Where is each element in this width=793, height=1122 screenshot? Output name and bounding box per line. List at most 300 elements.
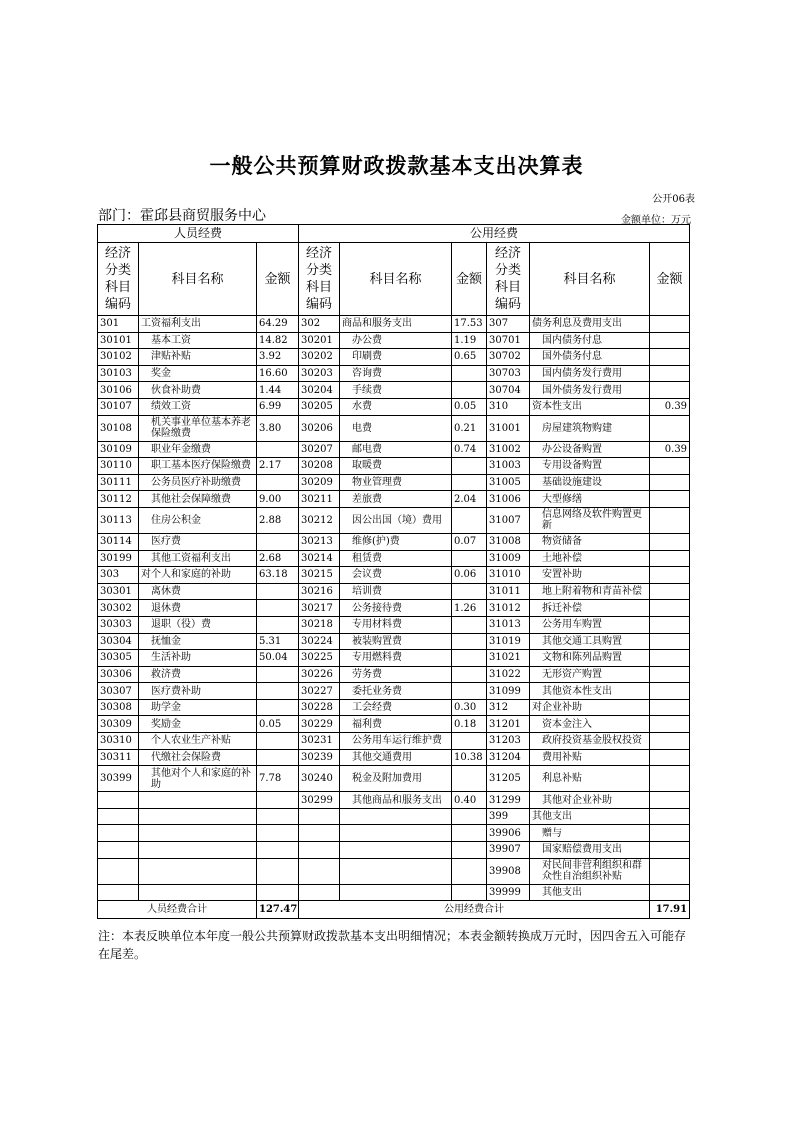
public-total-label: 公用经费合计 <box>299 901 650 919</box>
col-header-code: 经济分类科目编码 <box>487 243 530 316</box>
name-cell: 维修(护)费 <box>340 533 452 550</box>
amount-cell <box>452 382 487 399</box>
amount-cell <box>452 550 487 567</box>
name-cell: 文物和陈列品购置 <box>530 650 650 667</box>
code-cell: 30206 <box>299 415 340 441</box>
amount-cell <box>650 458 690 475</box>
amount-cell: 0.05 <box>452 398 487 415</box>
amount-cell <box>650 683 690 700</box>
name-cell: 工会经费 <box>340 699 452 716</box>
amount-cell: 9.00 <box>257 491 299 508</box>
code-cell: 30302 <box>98 600 139 617</box>
name-cell: 办公费 <box>340 332 452 349</box>
table-row <box>98 749 690 766</box>
code-cell: 31009 <box>487 550 530 567</box>
name-cell: 印刷费 <box>340 349 452 366</box>
amount-cell <box>650 766 690 792</box>
name-cell <box>340 842 452 859</box>
amount-cell <box>452 666 487 683</box>
name-cell <box>340 808 452 825</box>
code-cell: 30205 <box>299 398 340 415</box>
name-cell: 住房公积金 <box>139 507 257 533</box>
table-row <box>98 533 690 550</box>
table-row <box>98 683 690 700</box>
name-cell: 公务用车运行维护费 <box>340 733 452 750</box>
amount-cell <box>257 749 299 766</box>
code-cell: 31201 <box>487 716 530 733</box>
name-cell <box>139 825 257 842</box>
code-cell: 31011 <box>487 583 530 600</box>
code-cell: 30103 <box>98 365 139 382</box>
name-cell: 邮电费 <box>340 441 452 458</box>
code-cell: 30107 <box>98 398 139 415</box>
amount-cell <box>257 825 299 842</box>
amount-cell <box>650 808 690 825</box>
amount-cell <box>650 550 690 567</box>
code-cell: 30306 <box>98 666 139 683</box>
table-row <box>98 716 690 733</box>
code-cell: 307 <box>487 316 530 333</box>
table-row <box>98 600 690 617</box>
amount-cell: 64.29 <box>257 316 299 333</box>
amount-cell <box>257 792 299 809</box>
name-cell <box>139 842 257 859</box>
code-cell: 31007 <box>487 507 530 533</box>
name-cell: 咨询费 <box>340 365 452 382</box>
table-row <box>98 567 690 584</box>
amount-cell <box>452 507 487 533</box>
name-cell: 政府投资基金股权投资 <box>530 733 650 750</box>
amount-cell: 10.38 <box>452 749 487 766</box>
name-cell: 专用设备购置 <box>530 458 650 475</box>
code-cell: 30106 <box>98 382 139 399</box>
name-cell: 国外债务发行费用 <box>530 382 650 399</box>
amount-cell <box>650 825 690 842</box>
name-cell: 绩效工资 <box>139 398 257 415</box>
name-cell: 奖金 <box>139 365 257 382</box>
code-cell: 30299 <box>299 792 340 809</box>
name-cell: 商品和服务支出 <box>340 316 452 333</box>
code-cell: 31299 <box>487 792 530 809</box>
amount-cell <box>650 332 690 349</box>
table-row <box>98 349 690 366</box>
code-cell: 30240 <box>299 766 340 792</box>
code-cell: 30231 <box>299 733 340 750</box>
name-cell: 抚恤金 <box>139 633 257 650</box>
name-cell: 退职（役）费 <box>139 616 257 633</box>
code-cell: 30101 <box>98 332 139 349</box>
code-cell: 31010 <box>487 567 530 584</box>
name-cell: 被装购置费 <box>340 633 452 650</box>
amount-cell <box>650 415 690 441</box>
code-cell: 30211 <box>299 491 340 508</box>
name-cell: 公务用车购置 <box>530 616 650 633</box>
code-cell: 30114 <box>98 533 139 550</box>
table-row <box>98 616 690 633</box>
amount-cell <box>650 316 690 333</box>
code-cell: 30305 <box>98 650 139 667</box>
name-cell: 生活补助 <box>139 650 257 667</box>
form-number: 公开06表 <box>652 194 695 205</box>
name-cell: 国内债务付息 <box>530 332 650 349</box>
name-cell: 物业管理费 <box>340 474 452 491</box>
amount-cell <box>650 583 690 600</box>
table-row <box>98 583 690 600</box>
name-cell: 个人农业生产补贴 <box>139 733 257 750</box>
table-row <box>98 458 690 475</box>
amount-cell: 1.26 <box>452 600 487 617</box>
name-cell: 土地补偿 <box>530 550 650 567</box>
name-cell: 培训费 <box>340 583 452 600</box>
table-row <box>98 733 690 750</box>
col-header-amount: 金额 <box>650 243 690 316</box>
amount-cell <box>650 567 690 584</box>
col-header-code: 经济分类科目编码 <box>98 243 139 316</box>
name-cell: 工资福利支出 <box>139 316 257 333</box>
amount-cell <box>650 884 690 901</box>
code-cell: 30704 <box>487 382 530 399</box>
code-cell: 30109 <box>98 441 139 458</box>
code-cell: 31013 <box>487 616 530 633</box>
expenditure-table <box>97 224 690 919</box>
code-cell: 30199 <box>98 550 139 567</box>
code-cell: 30307 <box>98 683 139 700</box>
amount-cell <box>257 683 299 700</box>
code-cell: 30228 <box>299 699 340 716</box>
col-header-name: 科目名称 <box>530 243 650 316</box>
name-cell: 津贴补贴 <box>139 349 257 366</box>
amount-cell: 7.78 <box>257 766 299 792</box>
amount-cell <box>452 650 487 667</box>
amount-cell: 0.07 <box>452 533 487 550</box>
code-cell <box>98 858 139 884</box>
name-cell: 退休费 <box>139 600 257 617</box>
amount-cell <box>452 633 487 650</box>
code-cell: 31203 <box>487 733 530 750</box>
amount-cell <box>452 458 487 475</box>
name-cell: 专用材料费 <box>340 616 452 633</box>
name-cell: 离休费 <box>139 583 257 600</box>
name-cell: 其他支出 <box>530 884 650 901</box>
code-cell <box>299 825 340 842</box>
amount-cell <box>452 766 487 792</box>
amount-cell: 1.19 <box>452 332 487 349</box>
amount-cell: 2.68 <box>257 550 299 567</box>
amount-cell <box>257 616 299 633</box>
table-row <box>98 842 690 859</box>
amount-cell: 50.04 <box>257 650 299 667</box>
name-cell: 国家赔偿费用支出 <box>530 842 650 859</box>
amount-cell: 0.65 <box>452 349 487 366</box>
amount-cell: 3.92 <box>257 349 299 366</box>
code-cell: 30207 <box>299 441 340 458</box>
table-row <box>98 398 690 415</box>
name-cell: 会议费 <box>340 567 452 584</box>
col-header-name: 科目名称 <box>139 243 257 316</box>
table-row <box>98 491 690 508</box>
amount-cell: 14.82 <box>257 332 299 349</box>
name-cell: 其他商品和服务支出 <box>340 792 452 809</box>
name-cell: 其他交通费用 <box>340 749 452 766</box>
code-cell: 39999 <box>487 884 530 901</box>
code-cell: 310 <box>487 398 530 415</box>
amount-cell: 0.39 <box>650 441 690 458</box>
name-cell: 救济费 <box>139 666 257 683</box>
code-cell: 31099 <box>487 683 530 700</box>
amount-cell <box>452 683 487 700</box>
code-cell: 31006 <box>487 491 530 508</box>
code-cell: 30217 <box>299 600 340 617</box>
amount-cell <box>452 884 487 901</box>
code-cell: 30702 <box>487 349 530 366</box>
code-cell: 30202 <box>299 349 340 366</box>
name-cell: 其他支出 <box>530 808 650 825</box>
code-cell: 30225 <box>299 650 340 667</box>
amount-cell: 3.80 <box>257 415 299 441</box>
code-cell: 30214 <box>299 550 340 567</box>
name-cell: 因公出国（境）费用 <box>340 507 452 533</box>
table-row <box>98 825 690 842</box>
amount-unit-label: 金额单位：万元 <box>621 215 691 226</box>
amount-cell <box>452 733 487 750</box>
amount-cell <box>452 825 487 842</box>
name-cell: 对民间非营利组织和群众性自治组织补贴 <box>530 858 650 884</box>
amount-cell <box>452 365 487 382</box>
amount-cell <box>257 441 299 458</box>
table-row <box>98 766 690 792</box>
amount-cell <box>650 699 690 716</box>
code-cell: 31003 <box>487 458 530 475</box>
amount-cell <box>650 349 690 366</box>
code-cell: 30203 <box>299 365 340 382</box>
code-cell: 30239 <box>299 749 340 766</box>
code-cell: 31204 <box>487 749 530 766</box>
table-row <box>98 441 690 458</box>
name-cell: 劳务费 <box>340 666 452 683</box>
code-cell: 30209 <box>299 474 340 491</box>
code-cell: 301 <box>98 316 139 333</box>
col-header-code: 经济分类科目编码 <box>299 243 340 316</box>
page-title: 一般公共预算财政拨款基本支出决算表 <box>209 154 584 178</box>
amount-cell <box>650 749 690 766</box>
col-header-name: 科目名称 <box>340 243 452 316</box>
amount-cell: 0.21 <box>452 415 487 441</box>
name-cell <box>139 792 257 809</box>
code-cell: 30303 <box>98 616 139 633</box>
code-cell: 31008 <box>487 533 530 550</box>
table-row <box>98 332 690 349</box>
name-cell: 公务接待费 <box>340 600 452 617</box>
table-row <box>98 699 690 716</box>
name-cell: 资本性支出 <box>530 398 650 415</box>
amount-cell <box>452 474 487 491</box>
table-row <box>98 792 690 809</box>
amount-cell: 1.44 <box>257 382 299 399</box>
name-cell: 无形资产购置 <box>530 666 650 683</box>
code-cell: 30226 <box>299 666 340 683</box>
amount-cell <box>257 583 299 600</box>
amount-cell <box>650 491 690 508</box>
name-cell <box>340 858 452 884</box>
code-cell: 30204 <box>299 382 340 399</box>
name-cell: 职业年金缴费 <box>139 441 257 458</box>
code-cell <box>98 825 139 842</box>
amount-cell <box>257 533 299 550</box>
name-cell <box>139 858 257 884</box>
personnel-total-label: 人员经费合计 <box>98 901 257 919</box>
code-cell: 30212 <box>299 507 340 533</box>
name-cell: 职工基本医疗保险缴费 <box>139 458 257 475</box>
name-cell: 对企业补助 <box>530 699 650 716</box>
amount-cell: 6.99 <box>257 398 299 415</box>
code-cell: 31022 <box>487 666 530 683</box>
amount-cell <box>650 600 690 617</box>
amount-cell: 2.88 <box>257 507 299 533</box>
name-cell: 其他对个人和家庭的补助 <box>139 766 257 792</box>
code-cell <box>98 884 139 901</box>
public-total-value: 17.91 <box>650 901 690 919</box>
code-cell: 39908 <box>487 858 530 884</box>
table-row <box>98 365 690 382</box>
table-row <box>98 650 690 667</box>
code-cell: 39907 <box>487 842 530 859</box>
code-cell: 30215 <box>299 567 340 584</box>
name-cell: 国内债务发行费用 <box>530 365 650 382</box>
amount-cell <box>650 507 690 533</box>
personnel-section-header: 人员经费 <box>98 225 299 243</box>
code-cell: 30304 <box>98 633 139 650</box>
code-cell <box>299 884 340 901</box>
name-cell: 其他对企业补助 <box>530 792 650 809</box>
code-cell: 30703 <box>487 365 530 382</box>
amount-cell: 5.31 <box>257 633 299 650</box>
code-cell: 31005 <box>487 474 530 491</box>
name-cell: 委托业务费 <box>340 683 452 700</box>
amount-cell <box>650 650 690 667</box>
amount-cell <box>650 633 690 650</box>
name-cell: 租赁费 <box>340 550 452 567</box>
code-cell: 30309 <box>98 716 139 733</box>
name-cell <box>340 825 452 842</box>
name-cell: 公务员医疗补助缴费 <box>139 474 257 491</box>
table-row <box>98 633 690 650</box>
name-cell: 基本工资 <box>139 332 257 349</box>
name-cell: 医疗费 <box>139 533 257 550</box>
table-row <box>98 474 690 491</box>
amount-cell <box>257 858 299 884</box>
name-cell: 助学金 <box>139 699 257 716</box>
amount-cell: 0.74 <box>452 441 487 458</box>
name-cell: 税金及附加费用 <box>340 766 452 792</box>
name-cell: 办公设备购置 <box>530 441 650 458</box>
code-cell: 30229 <box>299 716 340 733</box>
personnel-total-value: 127.47 <box>257 901 299 919</box>
name-cell: 其他交通工具购置 <box>530 633 650 650</box>
code-cell: 30201 <box>299 332 340 349</box>
code-cell: 30108 <box>98 415 139 441</box>
table-row <box>98 415 690 441</box>
amount-cell <box>650 666 690 683</box>
name-cell: 地上附着物和青苗补偿 <box>530 583 650 600</box>
code-cell: 303 <box>98 567 139 584</box>
col-header-amount: 金额 <box>452 243 487 316</box>
table-row <box>98 316 690 333</box>
amount-cell <box>257 666 299 683</box>
name-cell: 国外债务付息 <box>530 349 650 366</box>
code-cell: 30213 <box>299 533 340 550</box>
code-cell: 30310 <box>98 733 139 750</box>
name-cell: 大型修缮 <box>530 491 650 508</box>
code-cell: 30308 <box>98 699 139 716</box>
amount-cell: 0.30 <box>452 699 487 716</box>
amount-cell <box>650 842 690 859</box>
amount-cell <box>257 842 299 859</box>
code-cell <box>299 808 340 825</box>
code-cell: 39906 <box>487 825 530 842</box>
name-cell: 债务利息及费用支出 <box>530 316 650 333</box>
amount-cell: 2.17 <box>257 458 299 475</box>
code-cell <box>299 858 340 884</box>
code-cell: 30701 <box>487 332 530 349</box>
code-cell: 31002 <box>487 441 530 458</box>
name-cell: 赠与 <box>530 825 650 842</box>
table-row <box>98 808 690 825</box>
code-cell: 30111 <box>98 474 139 491</box>
name-cell <box>139 884 257 901</box>
amount-cell <box>452 808 487 825</box>
amount-cell: 2.04 <box>452 491 487 508</box>
amount-cell <box>650 858 690 884</box>
name-cell: 利息补贴 <box>530 766 650 792</box>
amount-cell: 0.06 <box>452 567 487 584</box>
amount-cell <box>257 699 299 716</box>
amount-cell <box>452 842 487 859</box>
name-cell <box>139 808 257 825</box>
code-cell: 30112 <box>98 491 139 508</box>
name-cell: 资本金注入 <box>530 716 650 733</box>
code-cell: 312 <box>487 699 530 716</box>
name-cell: 医疗费补助 <box>139 683 257 700</box>
amount-cell <box>452 583 487 600</box>
code-cell: 31021 <box>487 650 530 667</box>
name-cell: 其他社会保障缴费 <box>139 491 257 508</box>
name-cell: 基础设施建设 <box>530 474 650 491</box>
code-cell: 30399 <box>98 766 139 792</box>
amount-cell: 0.18 <box>452 716 487 733</box>
name-cell <box>340 884 452 901</box>
code-cell: 30224 <box>299 633 340 650</box>
name-cell: 费用补贴 <box>530 749 650 766</box>
amount-cell: 0.39 <box>650 398 690 415</box>
name-cell: 差旅费 <box>340 491 452 508</box>
name-cell: 奖励金 <box>139 716 257 733</box>
amount-cell <box>257 733 299 750</box>
code-cell: 30113 <box>98 507 139 533</box>
name-cell: 机关事业单位基本养老保险缴费 <box>139 415 257 441</box>
name-cell: 电费 <box>340 415 452 441</box>
code-cell: 399 <box>487 808 530 825</box>
code-cell <box>299 842 340 859</box>
code-cell: 31019 <box>487 633 530 650</box>
code-cell <box>98 842 139 859</box>
amount-cell <box>257 600 299 617</box>
name-cell: 物资储备 <box>530 533 650 550</box>
name-cell: 其他工资福利支出 <box>139 550 257 567</box>
amount-cell: 16.60 <box>257 365 299 382</box>
department-label: 部门：霍邱县商贸服务中心 <box>98 208 266 224</box>
table-row <box>98 550 690 567</box>
code-cell: 30110 <box>98 458 139 475</box>
